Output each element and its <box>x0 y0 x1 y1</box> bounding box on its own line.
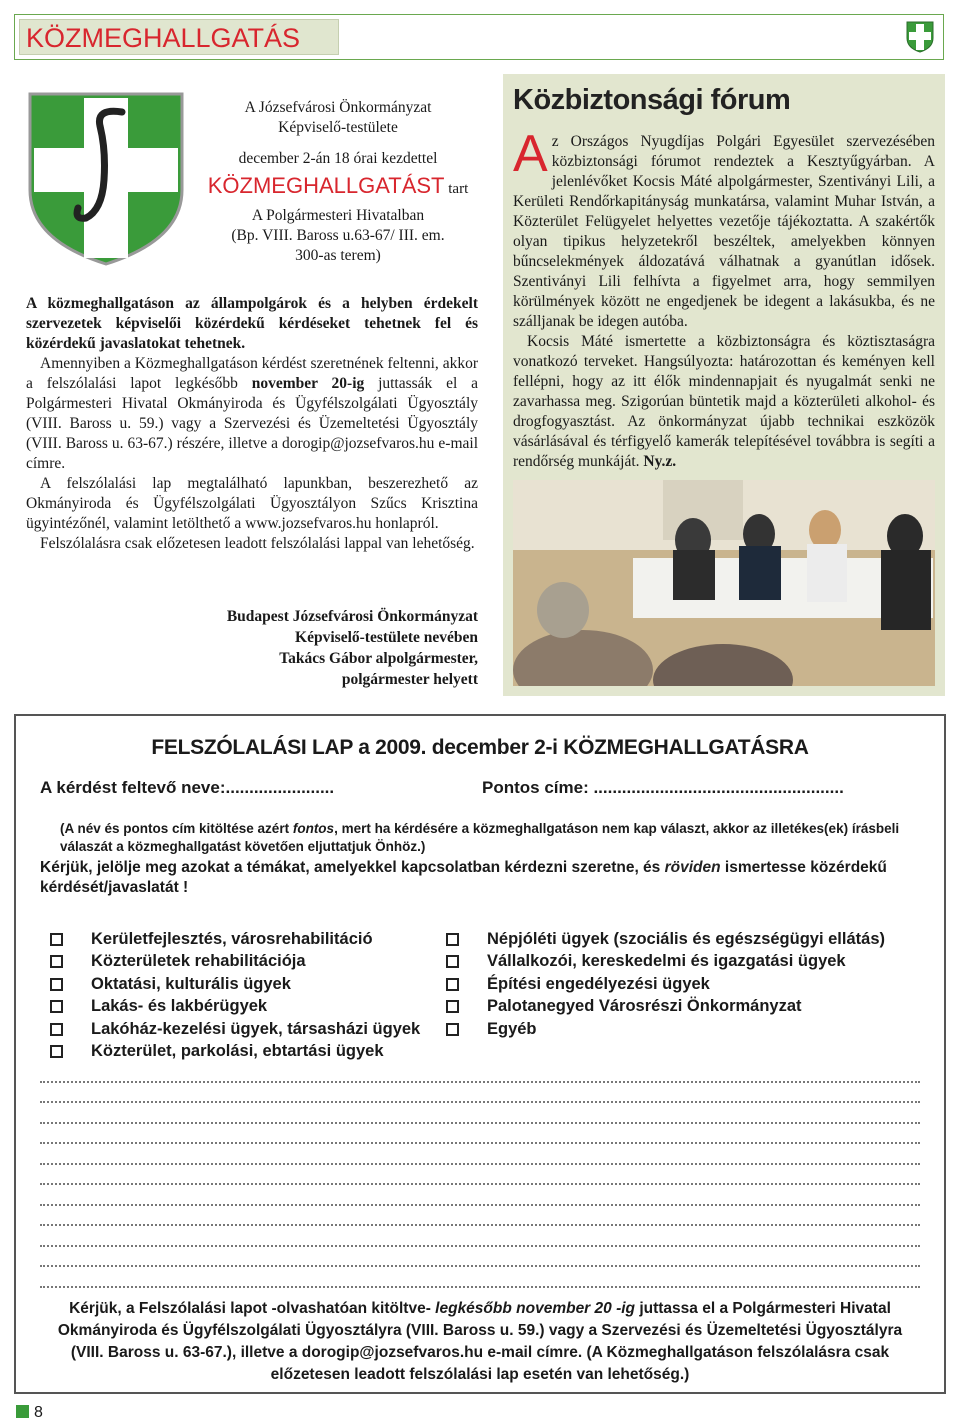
note-a: (A név és pontos cím kitöltése azért <box>60 821 293 836</box>
answer-line[interactable] <box>40 1267 920 1288</box>
meeting-headline <box>198 169 478 206</box>
topic-label: Vállalkozói, kereskedelmi és igazgatási ügyek <box>487 952 846 971</box>
checkbox-icon[interactable] <box>50 1000 63 1013</box>
green-square-icon <box>16 1405 29 1418</box>
topic-label: Lakás- és lakbérügyek <box>91 997 268 1016</box>
topic-item[interactable] <box>50 1018 470 1041</box>
topic-label: Lakóház-kezelési ügyek, társasházi ügyek <box>91 1019 421 1038</box>
district-crest-icon <box>905 20 935 54</box>
answer-lines[interactable] <box>40 1062 920 1288</box>
body-paragraph-2 <box>26 354 478 474</box>
topic-item[interactable] <box>50 973 470 996</box>
section-title: KÖZMEGHALLGATÁS <box>19 19 339 55</box>
ask-a: Kérjük, jelölje meg azokat a témákat, amelyekkel kapcsolatban kérdezni szeretne, és <box>40 859 665 876</box>
signature-block <box>26 606 478 690</box>
checkbox-icon[interactable] <box>50 955 63 968</box>
answer-line[interactable] <box>40 1226 920 1247</box>
checkbox-icon[interactable] <box>446 933 459 946</box>
signature-line-4: polgármester helyett <box>341 671 478 688</box>
topic-label: Építési engedélyezési ügyek <box>487 974 710 993</box>
forum-p1-text: z Országos Nyugdíjas Polgári Egyesület szervezésében közbiztonsági fórumot rendeztek a Kesztyűgyárban. A jelenlévőket Kocsis Máté alpolgármester, Szentiványi Lili, a Kerületi Rendőrkapitányság munkatársa, valamint Muhar István, a Közterület Felügyelet helyettes vezetője tájékoztatta. A szakértők olyan tipikus helyzetekről beszéltek, amelyekben könnyen bűncselekmények áldozatává válhatnak a gyanútlan idősek. Szentiványi Lili felhívta a figyelmet arra, hogy semmilyen körülmények között ne engedjenek be idegent a lakásukba, és ne szálljanak be idegen autóba. <box>513 133 935 330</box>
checkbox-icon[interactable] <box>446 1000 459 1013</box>
answer-line[interactable] <box>40 1124 920 1145</box>
topic-item[interactable] <box>50 1041 470 1064</box>
forum-paragraph-1 <box>513 125 935 332</box>
forum-title: Közbiztonsági fórum <box>513 84 791 116</box>
checkbox-icon[interactable] <box>446 978 459 991</box>
body-paragraph-3: A felszólalási lap megtalálható lapunkban, beszerezhető az Okmányiroda és Ügyfélszolgálati Ügyosztályon Szűcs Krisztina ügyintézőnél, valamint letölthető a www.jozsefvaros.hu honlapról. <box>26 475 478 532</box>
topic-item[interactable] <box>446 1018 916 1041</box>
foot-b: legkésőbb november 20 -ig <box>435 1300 636 1317</box>
foot-c: juttassa el a Polgármesteri Hivatal Okmányiroda és Ügyfélszolgálati Ügyosztályra (VIII. Baross u. 59.) vagy a Szervezési és Üzemeltetési Ügyosztályra (VIII. Baross u. 63-67.), illetve a dorogip@jozsefvaros.hu e-mail címre. (A Közmeghallgatáson felszólalásra csak előzetesen leadott felszólalási lap esetén van lehetőség.) <box>57 1300 903 1383</box>
body-paragraph-1: A közmeghallgatáson az állampolgárok és a helyben érdekelt szervezetek képviselői közérdekű kérdéseket tehetnek fel és közérdekű javaslatokat tehetnek. <box>26 295 478 352</box>
body-p2-a: Amennyiben a Közmeghallgatáson kérdést szeretnének feltenni, akkor a felszólalási lapot legkésőbb <box>26 355 478 392</box>
checkbox-icon[interactable] <box>50 1023 63 1036</box>
headline-suffix: tart <box>444 181 469 197</box>
intro-line-4: A Polgármesteri Hivatalban <box>251 207 425 224</box>
form-footer <box>40 1298 920 1386</box>
topic-list-right <box>446 928 916 1041</box>
name-field-label[interactable]: A kérdést feltevő neve:....................... <box>40 778 335 797</box>
checkbox-icon[interactable] <box>50 933 63 946</box>
foot-a: Kérjük, a Felszólalási lapot -olvashatóan kitöltve- <box>69 1300 436 1317</box>
topic-list-left <box>50 928 470 1063</box>
topic-item[interactable] <box>50 951 470 974</box>
topic-item[interactable] <box>50 928 470 951</box>
form-title: FELSZÓLALÁSI LAP a 2009. december 2-i KÖZMEGHALLGATÁSRA <box>151 736 809 759</box>
signature-line-3: Takács Gábor alpolgármester, <box>279 650 478 667</box>
topic-item[interactable] <box>446 951 916 974</box>
intro-line-6: 300-as terem) <box>295 247 381 264</box>
body-p2-c: juttassák el a Polgármesteri Hivatal Okmányiroda és Ügyfélszolgálati Ügyosztály (VIII. Baross u. 59.) vagy a Szervezési és Üzemeltetési Ügyosztály (VIII. Baross u. 63-67.) részére, illetve a dorogip@jozsefvaros.hu e-mail címre. <box>26 375 478 472</box>
topic-label: Népjóléti ügyek (szociális és egészségügyi ellátás) <box>487 929 885 948</box>
answer-line[interactable] <box>40 1165 920 1186</box>
topic-item[interactable] <box>446 973 916 996</box>
answer-line[interactable] <box>40 1083 920 1104</box>
meeting-announcement <box>198 98 478 266</box>
body-paragraph-4: Felszólalásra csak előzetesen leadott felszólalási lappal van lehetőség. <box>40 535 475 552</box>
josefvaros-shield-icon <box>26 90 186 268</box>
checkbox-icon[interactable] <box>50 978 63 991</box>
note-b: fontos <box>292 821 335 836</box>
checkbox-icon[interactable] <box>446 1023 459 1036</box>
checkbox-icon[interactable] <box>50 1045 63 1058</box>
answer-line[interactable] <box>40 1185 920 1206</box>
topic-item[interactable] <box>446 928 916 951</box>
signature-line-2: Képviselő-testülete nevében <box>295 629 478 646</box>
intro-line-2: Képviselő-testülete <box>278 119 398 136</box>
dropcap: A <box>513 125 548 183</box>
headline-text: KÖZMEGHALLGATÁST <box>207 173 445 198</box>
objection-form <box>14 714 946 1394</box>
ask-c: ismertesse közérdekű kérdését/javaslatát ! <box>40 859 887 896</box>
announcement-body <box>26 294 478 554</box>
intro-line-1: A Józsefvárosi Önkormányzat <box>244 99 432 116</box>
forum-article <box>503 74 945 696</box>
topic-label: Oktatási, kulturális ügyek <box>91 974 291 993</box>
address-field-label[interactable]: Pontos címe: ..................................................... <box>482 778 844 797</box>
forum-author: Ny.z. <box>643 453 677 470</box>
deadline-text: november 20-ig <box>251 375 365 392</box>
checkbox-icon[interactable] <box>446 955 459 968</box>
form-note <box>60 820 920 856</box>
ask-b: röviden <box>664 859 721 876</box>
topic-label: Egyéb <box>487 1019 537 1038</box>
page-header <box>14 14 944 60</box>
answer-line[interactable] <box>40 1062 920 1083</box>
answer-line[interactable] <box>40 1206 920 1227</box>
page-number <box>16 1404 43 1422</box>
forum-p2-text: Kocsis Máté ismertette a közbiztonságra és köztisztaságra vonatkozó terveket. Hangsúlyozta: határozottan és keményen kell fellépni, hogy az itt élők mindennapjait és nyugalmát senki ne zavarhassa meg. Szigorúan büntetik majd a közterületi alkohol- és drogfogyasztást. Az önkormányzat újabb technikai eszközök vásárlásával és térfigyelő kamerák telepítésével továbbra is segíti a rendőrség munkáját. <box>513 333 935 470</box>
forum-body <box>513 125 935 472</box>
page-number-text: 8 <box>34 1404 43 1421</box>
topic-label: Kerületfejlesztés, városrehabilitáció <box>91 929 373 948</box>
topic-item[interactable] <box>50 996 470 1019</box>
forum-paragraph-2 <box>513 332 935 472</box>
topic-label: Közterületek rehabilitációja <box>91 952 306 971</box>
intro-line-5: (Bp. VIII. Baross u.63-67/ III. em. <box>231 227 445 244</box>
answer-line[interactable] <box>40 1103 920 1124</box>
signature-line-1: Budapest Józsefvárosi Önkormányzat <box>226 608 478 625</box>
intro-line-3: december 2-án 18 órai kezdettel <box>238 150 438 167</box>
note-c: , mert ha kérdésére a közmeghallgatáson nem kap választ, akkor az illetékes(ek) írásbeli válaszát a közmeghallgatást követően eljuttatjuk Önhöz.) <box>60 821 900 854</box>
form-instruction <box>40 858 920 898</box>
answer-line[interactable] <box>40 1144 920 1165</box>
forum-photo <box>513 480 935 686</box>
topic-label: Palotanegyed Városrészi Önkormányzat <box>487 997 802 1016</box>
answer-line[interactable] <box>40 1247 920 1268</box>
topic-item[interactable] <box>446 996 916 1019</box>
topic-label: Közterület, parkolási, ebtartási ügyek <box>91 1042 384 1061</box>
